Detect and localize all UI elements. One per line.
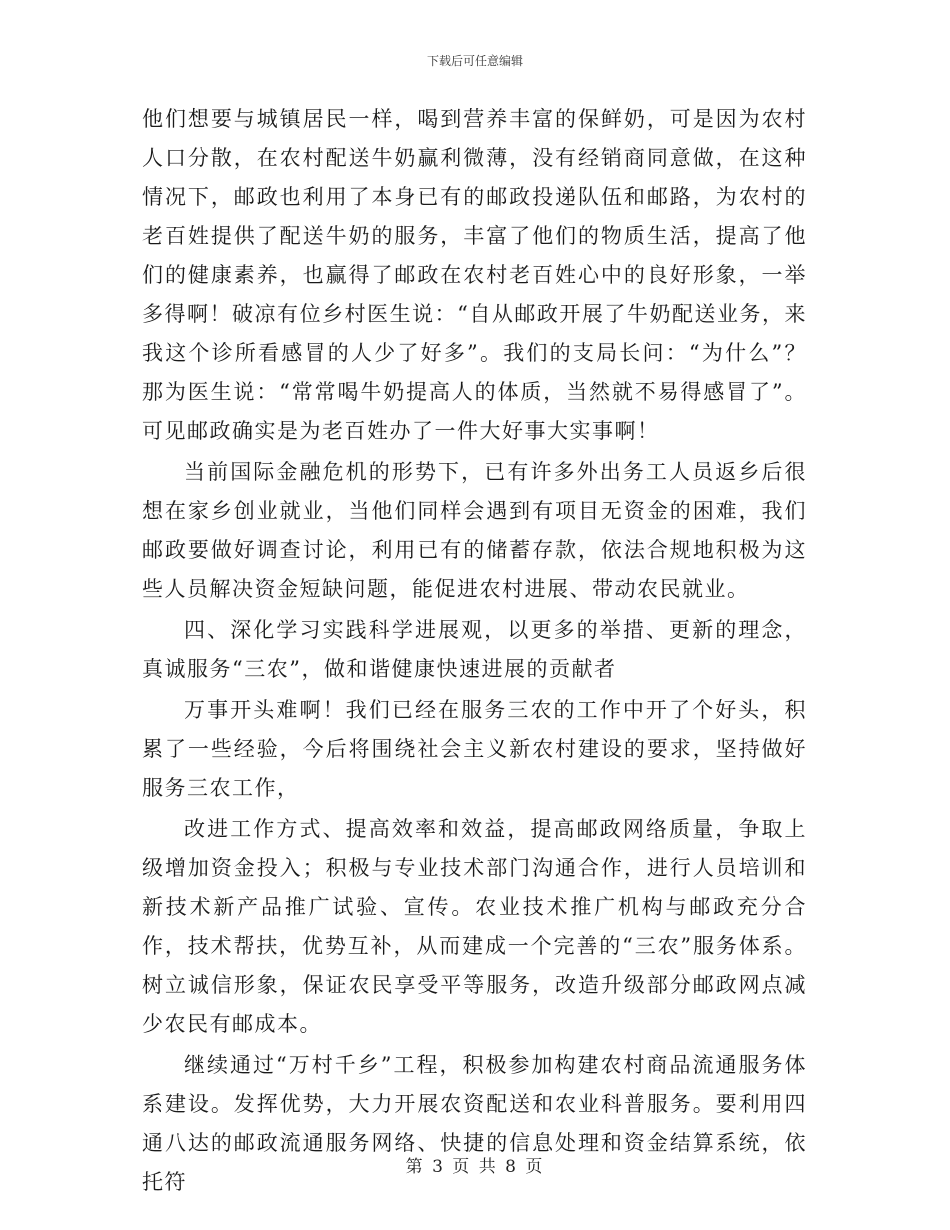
page-header: 下载后可任意编辑 xyxy=(426,54,523,68)
paragraph-3: 万事开头难啊！我们已经在服务三农的工作中开了个好头，积累了一些经验，今后将围绕社会主义新农村建设的要求，坚持做好服务三农工作， xyxy=(142,698,807,800)
paragraph-1: 他们想要与城镇居民一样，喝到营养丰富的保鲜奶，可是因为农村人口分散，在农村配送牛奶赢利微薄，没有经销商同意做，在这种情况下，邮政也利用了本身已有的邮政投递队伍和邮路，为农村的老百姓提供了配送牛奶的服务，丰富了他们的物质生活，提高了他们的健康素养，也赢得了邮政在农村老百姓心中的良好形象，一举多得啊！破凉有位乡村医生说：“自从邮政开展了牛奶配送业务，来我这个诊所看感冒的人少了好多”。我们的支局长问：“为什么”？那为医生说：“常常喝牛奶提高人的体质，当然就不易得感冒了”。可见邮政确实是为老百姓办了一件大好事大实事啊！ xyxy=(142,107,807,443)
page-footer: 第 3 页 共 8 页 xyxy=(405,1157,545,1177)
paragraph-2: 当前国际金融危机的形势下，已有许多外出务工人员返乡后很想在家乡创业就业，当他们同样会遇到有项目无资金的困难，我们邮政要做好调查讨论，利用已有的储蓄存款，依法合规地积极为这些人员解决资金短缺问题，能促进农村进展、带动农民就业。 xyxy=(142,460,807,601)
section-heading: 四、深化学习实践科学进展观，以更多的举措、更新的理念，真诚服务“三农”，做和谐健康快速进展的贡献者 xyxy=(142,618,807,681)
paragraph-4: 改进工作方式、提高效率和效益，提高邮政网络质量，争取上级增加资金投入；积极与专业技术部门沟通合作，进行人员培训和新技术新产品推广试验、宣传。农业技术推广机构与邮政充分合作，技术帮扶，优势互补，从而建成一个完善的“三农”服务体系。树立诚信形象，保证农民享受平等服务，改造升级部分邮政网点减少农民有邮成本。 xyxy=(142,817,807,1036)
paragraph-5: 继续通过“万村千乡”工程，积极参加构建农村商品流通服务体系建设。发挥优势，大力开展农资配送和农业科普服务。要利用四通八达的邮政流通服务网络、快捷的信息处理和资金结算系统，依托符 xyxy=(142,1053,807,1194)
document-body xyxy=(142,100,807,1202)
